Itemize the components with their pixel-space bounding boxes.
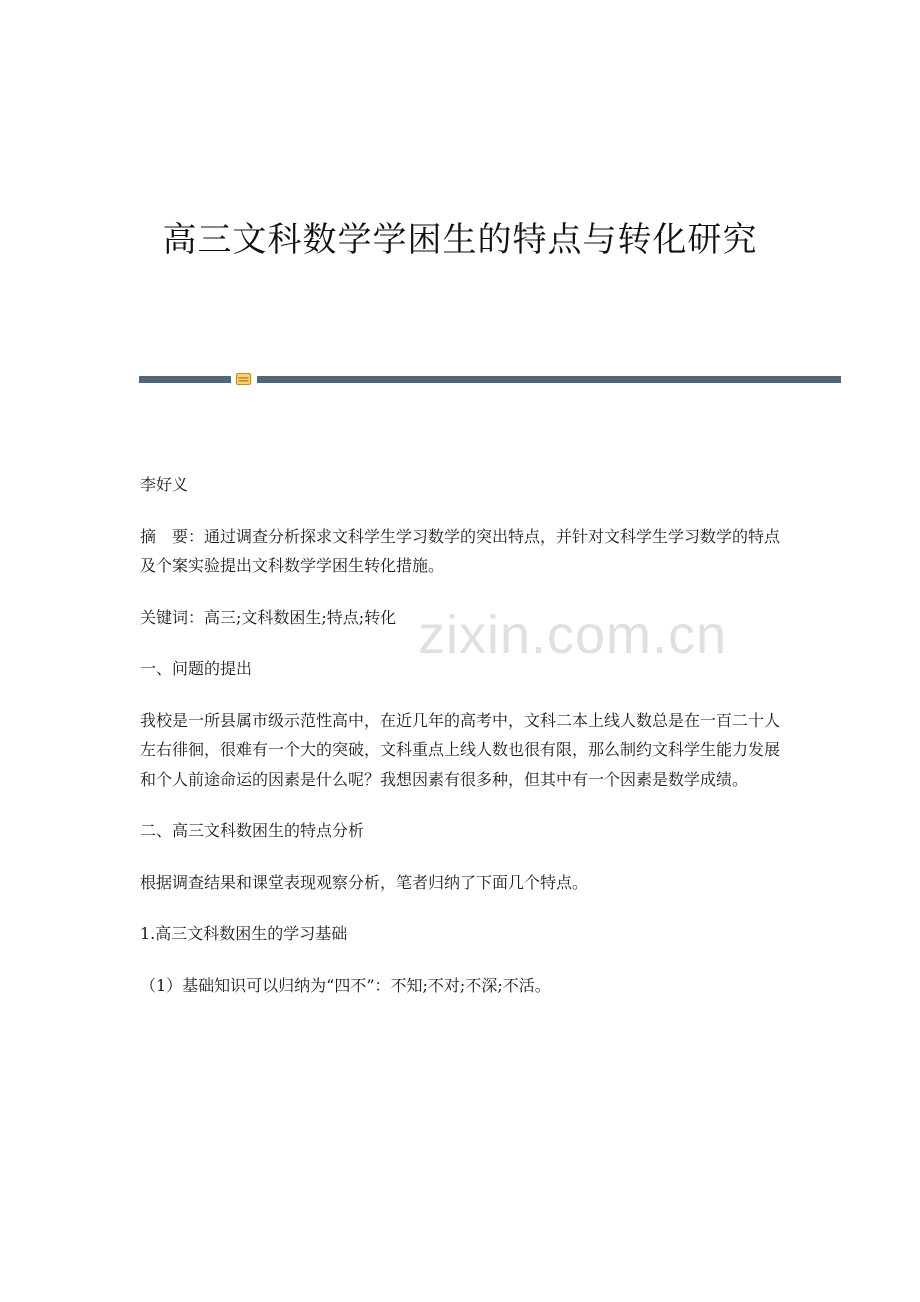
subsection-1-heading: 1.高三文科数困生的学习基础 (140, 924, 348, 943)
divider-bar-right (257, 376, 841, 383)
author: 李好义 (140, 475, 189, 494)
section-1-body: 我校是一所县属市级示范性高中，在近几年的高考中，文科二本上线人数总是在一百二十人左右徘徊，很难有一个大的突破，文科重点上线人数也很有限，那么制约文科学生能力发展和个人前途命运的因素是什么呢？我想因素有很多种，但其中有一个因素是数学成绩。 (140, 710, 781, 789)
item-1: （1）基础知识可以归纳为“四不”：不知;不对;不深;不活。 (140, 975, 551, 995)
document-body (140, 470, 790, 1000)
section-1-heading: 一、问题的提出 (140, 659, 253, 678)
title-divider (139, 372, 841, 386)
keywords: 关键词：高三;文科数困生;特点;转化 (140, 607, 397, 627)
section-2-intro: 根据调查结果和课堂表现观察分析，笔者归纳了下面几个特点。 (140, 872, 589, 892)
section-2-heading: 二、高三文科数困生的特点分析 (140, 821, 365, 840)
watermark: zixin.com.cn (418, 605, 728, 665)
abstract: 摘 要：通过调查分析探求文科学生学习数学的突出特点，并针对文科学生学习数学的特点及个案实验提出文科数学学困生转化措施。 (140, 526, 781, 575)
divider-bar-left (139, 376, 231, 383)
document-title: 高三文科数学学困生的特点与转化研究 (162, 220, 758, 260)
divider-ornament-icon (236, 373, 251, 385)
